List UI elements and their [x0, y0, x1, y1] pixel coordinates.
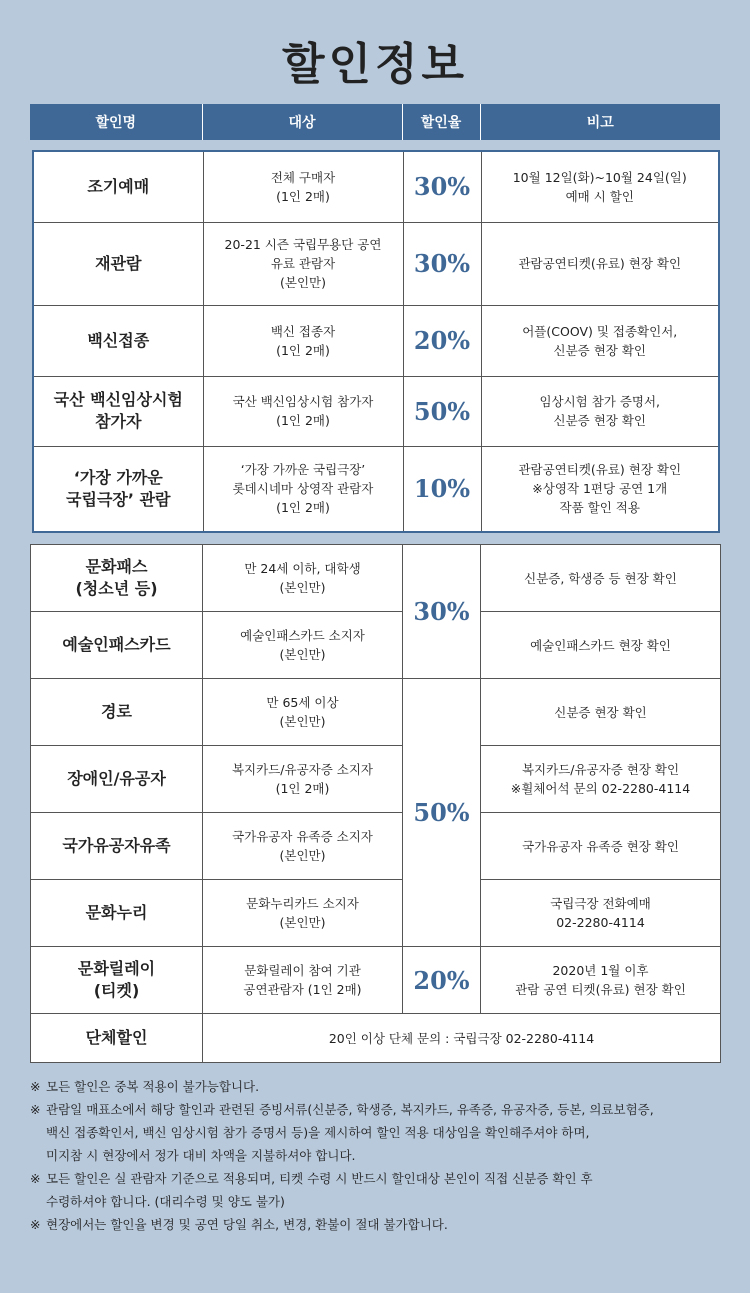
note-mark: ※ — [30, 1079, 41, 1094]
discount-name: 예술인패스카드 — [31, 612, 203, 679]
discount-name: 백신접종 — [33, 305, 203, 376]
discount-remark: 국가유공자 유족증 현장 확인 — [481, 813, 721, 880]
discount-rate: 20% — [403, 305, 481, 376]
table-row — [31, 746, 721, 813]
table-row — [31, 612, 721, 679]
discount-target: 전체 구매자 (1인 2매) — [203, 151, 403, 222]
table-row — [31, 813, 721, 880]
notes-section — [30, 1075, 730, 1236]
special-discount-table — [32, 150, 720, 533]
discount-remark: 관람공연티켓(유료) 현장 확인 ※상영작 1편당 공연 1개 작품 할인 적용 — [481, 446, 719, 532]
discount-target: 복지카드/유공자증 소지자 (1인 2매) — [203, 746, 403, 813]
table-row — [33, 446, 719, 532]
table-row — [31, 880, 721, 947]
discount-name: 단체할인 — [31, 1014, 203, 1063]
discount-remark: 2020년 1월 이후 관람 공연 티켓(유료) 현장 확인 — [481, 947, 721, 1014]
table-row — [31, 947, 721, 1014]
note-item — [30, 1075, 730, 1098]
table-row — [31, 545, 721, 612]
discount-target: 예술인패스카드 소지자 (본인만) — [203, 612, 403, 679]
note-mark: ※ — [30, 1171, 41, 1186]
discount-name: 국가유공자유족 — [31, 813, 203, 880]
table-row — [33, 222, 719, 305]
discount-remark: 국립극장 전화예매 02-2280-4114 — [481, 880, 721, 947]
header-target: 대상 — [202, 104, 402, 140]
note-text: 관람일 매표소에서 해당 할인과 관련된 증빙서류(신분증, 학생증, 복지카드, 유족증, 유공자증, 등본, 의료보험증, 백신 접종확인서, 백신 임상시험 참가 증명서 등)을 제시하여 할인 적용 대상임을 확인해주셔야 하며, 미지참 시 현장에서 정가 대비 차액을 지불하셔야 합니다. — [46, 1102, 654, 1163]
discount-remark: 예술인패스카드 현장 확인 — [481, 612, 721, 679]
note-text: 현장에서는 할인율 변경 및 공연 당일 취소, 변경, 환불이 절대 불가합니다. — [46, 1217, 448, 1232]
table-row — [33, 151, 719, 222]
discount-target: 국가유공자 유족증 소지자 (본인만) — [203, 813, 403, 880]
discount-rate: 20% — [403, 947, 481, 1014]
discount-target: 만 24세 이하, 대학생 (본인만) — [203, 545, 403, 612]
discount-target: 만 65세 이상 (본인만) — [203, 679, 403, 746]
discount-rate: 10% — [403, 446, 481, 532]
discount-remark: 복지카드/유공자증 현장 확인 ※휠체어석 문의 02-2280-4114 — [481, 746, 721, 813]
discount-remark: 임상시험 참가 증명서, 신분증 현장 확인 — [481, 376, 719, 446]
discount-name: 경로 — [31, 679, 203, 746]
table-header — [30, 104, 720, 140]
discount-name: 문화패스 (청소년 등) — [31, 545, 203, 612]
discount-rate: 50% — [403, 679, 481, 947]
header-rate: 할인율 — [402, 104, 480, 140]
regular-discount-table — [30, 544, 721, 1063]
discount-rate: 50% — [403, 376, 481, 446]
table-row — [33, 376, 719, 446]
discount-name: ‘가장 가까운 국립극장’ 관람 — [33, 446, 203, 532]
note-mark: ※ — [30, 1102, 41, 1117]
page-title: 할인정보 — [281, 39, 468, 90]
discount-remark: 신분증 현장 확인 — [481, 679, 721, 746]
note-text: 모든 할인은 실 관람자 기준으로 적용되며, 티켓 수령 시 반드시 할인대상 본인이 직접 신분증 확인 후 수령하셔야 합니다. (대리수령 및 양도 불가) — [46, 1171, 593, 1209]
discount-name: 국산 백신임상시험 참가자 — [33, 376, 203, 446]
discount-target: ‘가장 가까운 국립극장’ 롯데시네마 상영작 관람자 (1인 2매) — [203, 446, 403, 532]
discount-rate: 30% — [403, 151, 481, 222]
discount-name: 장애인/유공자 — [31, 746, 203, 813]
note-item — [30, 1167, 730, 1213]
table-row — [31, 1014, 721, 1063]
note-item — [30, 1213, 730, 1236]
note-mark: ※ — [30, 1217, 41, 1232]
header-discount-name: 할인명 — [30, 104, 202, 140]
discount-target: 국산 백신임상시험 참가자 (1인 2매) — [203, 376, 403, 446]
discount-remark: 10월 12일(화)~10월 24일(일) 예매 시 할인 — [481, 151, 719, 222]
header-remarks: 비고 — [480, 104, 720, 140]
table-row — [31, 679, 721, 746]
note-item — [30, 1098, 730, 1167]
discount-name: 조기예매 — [33, 151, 203, 222]
discount-remark: 신분증, 학생증 등 현장 확인 — [481, 545, 721, 612]
discount-target: 백신 접종자 (1인 2매) — [203, 305, 403, 376]
discount-target: 문화누리카드 소지자 (본인만) — [203, 880, 403, 947]
discount-rate: 30% — [403, 545, 481, 679]
discount-name: 재관람 — [33, 222, 203, 305]
discount-name: 문화릴레이 (티켓) — [31, 947, 203, 1014]
table-row — [33, 305, 719, 376]
group-discount-info: 20인 이상 단체 문의 : 국립극장 02-2280-4114 — [203, 1014, 721, 1063]
discount-remark: 어플(COOV) 및 접종확인서, 신분증 현장 확인 — [481, 305, 719, 376]
discount-name: 문화누리 — [31, 880, 203, 947]
discount-remark: 관람공연티켓(유료) 현장 확인 — [481, 222, 719, 305]
discount-rate: 30% — [403, 222, 481, 305]
discount-target: 20-21 시즌 국립무용단 공연 유료 관람자 (본인만) — [203, 222, 403, 305]
discount-target: 문화릴레이 참여 기관 공연관람자 (1인 2매) — [203, 947, 403, 1014]
note-text: 모든 할인은 중복 적용이 불가능합니다. — [46, 1079, 260, 1094]
